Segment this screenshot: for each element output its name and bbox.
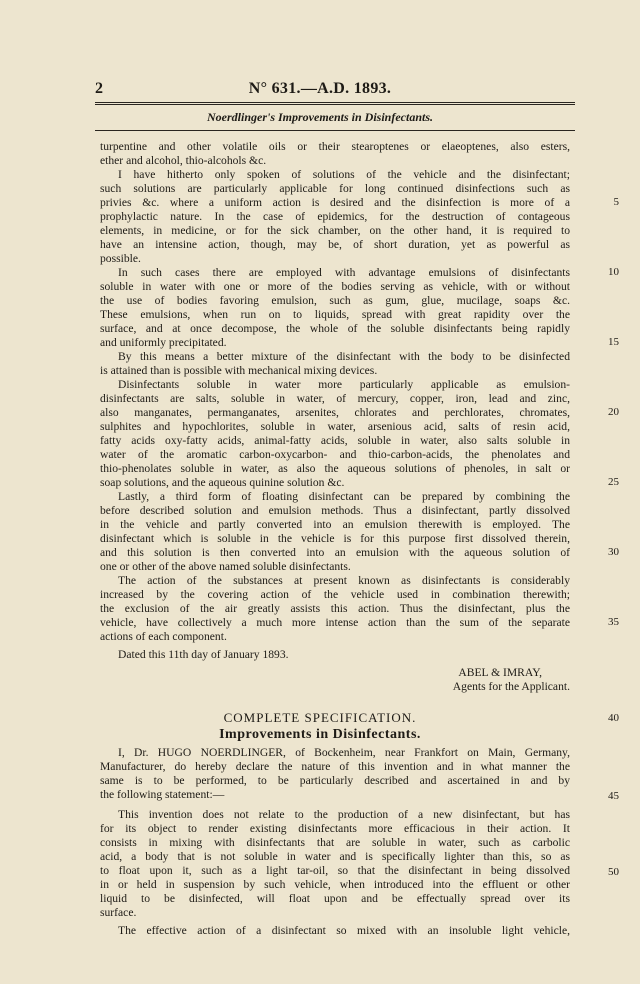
margin-line-number: 5 (613, 196, 619, 208)
text-line: actions of each component. (100, 630, 227, 643)
margin-line-number: 50 (608, 866, 619, 878)
specification-title: Improvements in Disinfectants. (219, 727, 421, 742)
agent-role: Agents for the Applicant. (452, 680, 570, 693)
text-line: same is to be performed, to be particularly described and ascertained in and by (100, 774, 570, 787)
text-line: before described solution and emulsion methods. Thus a disinfectant, partly dissolved (100, 504, 570, 517)
text-line: the following statement:— (100, 788, 225, 801)
text-line: have an intensine action, though, may be, of short duration, yet as powerful as (100, 238, 570, 251)
text-line: one or other of the above named soluble disinfectants. (100, 560, 351, 573)
page-number: 2 (95, 80, 103, 97)
text-line: elements, in medicine, or for the sick chamber, on the other hand, it is required to (100, 224, 570, 237)
margin-line-number: 25 (608, 476, 619, 488)
text-line: in or held in suspension by such vehicle, when introduced into the effluent or other (100, 878, 570, 891)
text-line: is attained than is possible with mechanical mixing devices. (100, 364, 378, 377)
text-line: also manganates, permanganates, arsenites, chlorates and perchlorates, chromates, (100, 406, 570, 419)
text-line: In such cases there are employed with advantage emulsions of disinfectants (118, 266, 570, 279)
text-line: acid, a body that is not soluble in water and is specifically lighter than this, so as (100, 850, 570, 863)
text-line: fatty acids oxy-fatty acids, animal-fatty acids, soluble in water, also salts soluble in (100, 434, 570, 447)
text-line: for its object to render existing disinfectants more efficacious in their action. It (100, 822, 570, 835)
text-line: By this means a better mixture of the disinfectant with the body to be disinfected (118, 350, 570, 363)
text-line: soluble in water with one or more of the bodies serving as vehicle, with or without (100, 280, 570, 293)
text-line: in the vehicle and partly converted into an emulsion therewith is employed. The (100, 518, 570, 531)
text-line: and this solution is then converted into an emulsion with the aqueous solution of (100, 546, 570, 559)
margin-line-number: 35 (608, 616, 619, 628)
header-rule-double (95, 104, 575, 105)
text-line: vehicle, have collectively a much more intense action than the sum of the separate (100, 616, 570, 629)
text-line: Manufacturer, do hereby declare the nature of this invention and in what manner the (100, 760, 570, 773)
text-line: disinfectant which is soluble in the vehicle is for this purpose first dissolved therein, (100, 532, 570, 545)
text-line: water of the aromatic carbon-oxycarbon- and thio-carbon-acids, the phenolates and (100, 448, 570, 461)
text-line: These emulsions, when run on to liquids, spread with great rapidity over the (100, 308, 570, 321)
text-line: This invention does not relate to the production of a new disinfectant, but has (118, 808, 570, 821)
text-line: increased by the covering action of the vehicle used in combination therewith; (100, 588, 570, 601)
text-line: and uniformly precipitated. (100, 336, 227, 349)
margin-line-number: 10 (608, 266, 619, 278)
text-line: liquid to be disinfected, will float upon and be effectually spread over its (100, 892, 570, 905)
subhead-rule (95, 130, 575, 131)
agent-signature: ABEL & IMRAY, (458, 666, 542, 679)
text-line: I, Dr. HUGO NOERDLINGER, of Bockenheim, near Frankfort on Main, Germany, (118, 746, 570, 759)
running-head: N° 631.—A.D. 1893. (248, 80, 392, 97)
text-line: ether and alcohol, thio-alcohols &c. (100, 154, 267, 167)
text-line: consists in mixing with disinfectants that are soluble in water, such as carbolic (100, 836, 570, 849)
text-line: surface, and at once decompose, the whole of the soluble disinfectants being rapidly (100, 322, 570, 335)
text-line: prophylactic nature. In the case of epidemics, for the destruction of contageous (100, 210, 570, 223)
text-line: privies &c. where a uniform action is desired and the disinfection is more of a (100, 196, 570, 209)
margin-line-number: 15 (608, 336, 619, 348)
dated-line: Dated this 11th day of January 1893. (118, 648, 289, 661)
header-rule-top (95, 102, 575, 103)
text-line: the use of bodies favoring emulsion, such as gum, glue, mucilage, soaps &c. (100, 294, 570, 307)
text-line: surface. (100, 906, 137, 919)
margin-line-number: 20 (608, 406, 619, 418)
text-line: disinfectants are salts, soluble in water, of mercury, copper, iron, lead and zinc, (100, 392, 570, 405)
text-line: Disinfectants soluble in water more particularly applicable as emulsion- (118, 378, 570, 391)
text-line: turpentine and other volatile oils or their stearoptenes or elaeoptenes, also esters, (100, 140, 570, 153)
text-line: The effective action of a disinfectant so mixed with an insoluble light vehicle, (118, 924, 570, 937)
complete-specification-heading: COMPLETE SPECIFICATION. (223, 710, 417, 725)
text-line: I have hitherto only spoken of solutions of the vehicle and the disinfectant; (118, 168, 570, 181)
section-subhead: Noerdlinger's Improvements in Disinfectants. (206, 110, 433, 124)
text-line: possible. (100, 252, 141, 265)
text-line: sulphites and hypochlorites, soluble in water, arsenious acid, salts of resin acid, (100, 420, 570, 433)
text-line: soap solutions, and the aqueous quinine solution &c. (100, 476, 345, 489)
text-line: thio-phenolates soluble in water, as also the aqueous solutions of phenoles, in salt or (100, 462, 570, 475)
text-line: Lastly, a third form of floating disinfectant can be prepared by combining the (118, 490, 570, 503)
margin-line-number: 30 (608, 546, 619, 558)
text-line: such solutions are particularly applicable for long continued disinfections such as (100, 182, 570, 195)
margin-line-number: 40 (608, 712, 619, 724)
text-line: the exclusion of the air greatly assists this action. Thus the disinfectant, plus the (100, 602, 570, 615)
text-line: to float upon it, such as a light tar-oil, so that the disinfectant in being dissolved (100, 864, 570, 877)
text-line: The action of the substances at present known as disinfectants is considerably (118, 574, 570, 587)
margin-line-number: 45 (608, 790, 619, 802)
